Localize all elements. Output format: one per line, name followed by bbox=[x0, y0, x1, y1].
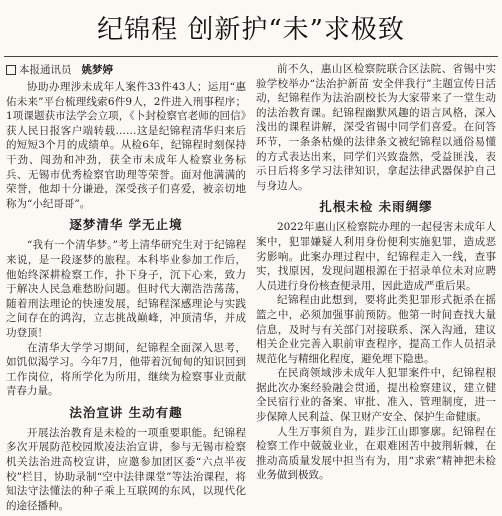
paragraph: 协助办理涉未成年人案件33件43人；运用“惠佑未来”平台梳理线索6件9人，2件进入刑事程序；1项课题获市法学会立项，《卜封检察官老师的回信》获人民日报客户端转载……这是纪锦程清华归来后的短短3个月的成绩单。从检6年，纪锦程时刻保持干劲、闯劲和冲劲，获全市未成年人检察业务标兵、无锡市优秀检察官助理等荣誉。面对他满满的荣誉，他却十分谦逊，深受孩子们喜爱，被亲切地称为“小纪哥哥”。 bbox=[6, 81, 246, 210]
paragraph: “我有一个清华梦。”考上清华研究生对于纪锦程来说，是一段逐梦的旅程。本科毕业参加工作后，他始终深耕检察工作，扑下身子，沉下心来，致力于解决人民急难愁盼问题。但时代大潮浩浩荡荡，随着刑法理论的快速发展，纪锦程深感理论与实践之间存在的鸿沟，立志挑战巅峰，冲顶清华，并成功登顶！ bbox=[6, 239, 246, 339]
paragraph: 纪锦程由此想到，要将此类犯罪形式扼杀在摇篮之中，必须加强事前预防。他第一时间查找大量信息，及时与有关部门对接联系、深入沟通，建议相关企业完善入职前审查程序，提高工作人员招录规范化与精细化程度，避免埋下隐患。 bbox=[256, 294, 496, 365]
reporter-name: 姚梦婷 bbox=[81, 64, 113, 76]
paragraph: 开展法治教育是未检的一项重要职能。纪锦程多次开展防范校园欺凌法治宣讲，参与无锡市检察机关法治进高校宣讲，应邀参加团区委“六点半夜校”栏目，协助录制“空中法律课堂”等法治课程，将知法守法懂法的种子乘上互联网的东风，以现代化的途径播种。 bbox=[6, 426, 246, 512]
byline bbox=[6, 62, 246, 78]
right-column bbox=[256, 62, 496, 483]
headline-rule bbox=[4, 56, 498, 57]
byline-box-icon bbox=[6, 65, 16, 75]
paragraph: 2022年惠山区检察院办理的一起侵害未成年人案中，犯罪嫌疑人利用身份便利实施犯罪，造成恶劣影响。此案办理过程中，纪锦程走入一线，查事实，找原因，发现问题根源在于招录单位未对应聘人员进行身份核查便录用，因此造成严重后果。 bbox=[256, 221, 496, 292]
headline: 纪锦程 创新护“未”求极致 bbox=[97, 15, 405, 45]
paragraph: 人生万事须自为，跬步江山即寥廓。纪锦程在检察工作中兢兢业业，在艰难困苦中披荆斩棘，在推动高质量发展中担当有为，用“求索”精神把未检业务做到极致。 bbox=[256, 425, 496, 482]
section-title: 法治宣讲 生动有趣 bbox=[69, 404, 183, 420]
section-title: 扎根未检 未雨绸缪 bbox=[319, 199, 433, 215]
paragraph: 在民商领域涉未成年人犯罪案件中，纪锦程根据此次办案经验融会贯通，提出检察建议，建立健全民宿行业的备案、审批、准入、管理制度，进一步保障人民利益、保卫财产安全、保护生命健康。 bbox=[256, 367, 496, 424]
paragraph: 在清华大学学习期间，纪锦程全面深入思考，如饥似渴学习。今年7月，他带着沉甸甸的知识回到工作岗位，将所学化为所用，继续为检察事业贡献青春力量。 bbox=[6, 341, 246, 398]
byline-prefix: 本报通讯员 bbox=[19, 64, 72, 76]
paragraph: 前不久，惠山区检察院联合区法院、省锡中实验学校举办“法治护新苗 安全伴我行”主题宣传日活动，纪锦程作为法治副校长为大家带来了一堂生动的法治教育课。纪锦程幽默风趣的语言风格，深入浅出的课程讲解，深受省锡中同学们喜爱。在问答环节，一条条枯燥的法律条文被纪锦程以通俗易懂的方式表达出来，同学们兴致盎然，受益匪浅，表示日后将多学习法律知识，拿起法律武器保护自己与身边人。 bbox=[256, 63, 496, 192]
left-column bbox=[6, 62, 246, 513]
section-title: 逐梦清华 学无止境 bbox=[69, 217, 183, 233]
